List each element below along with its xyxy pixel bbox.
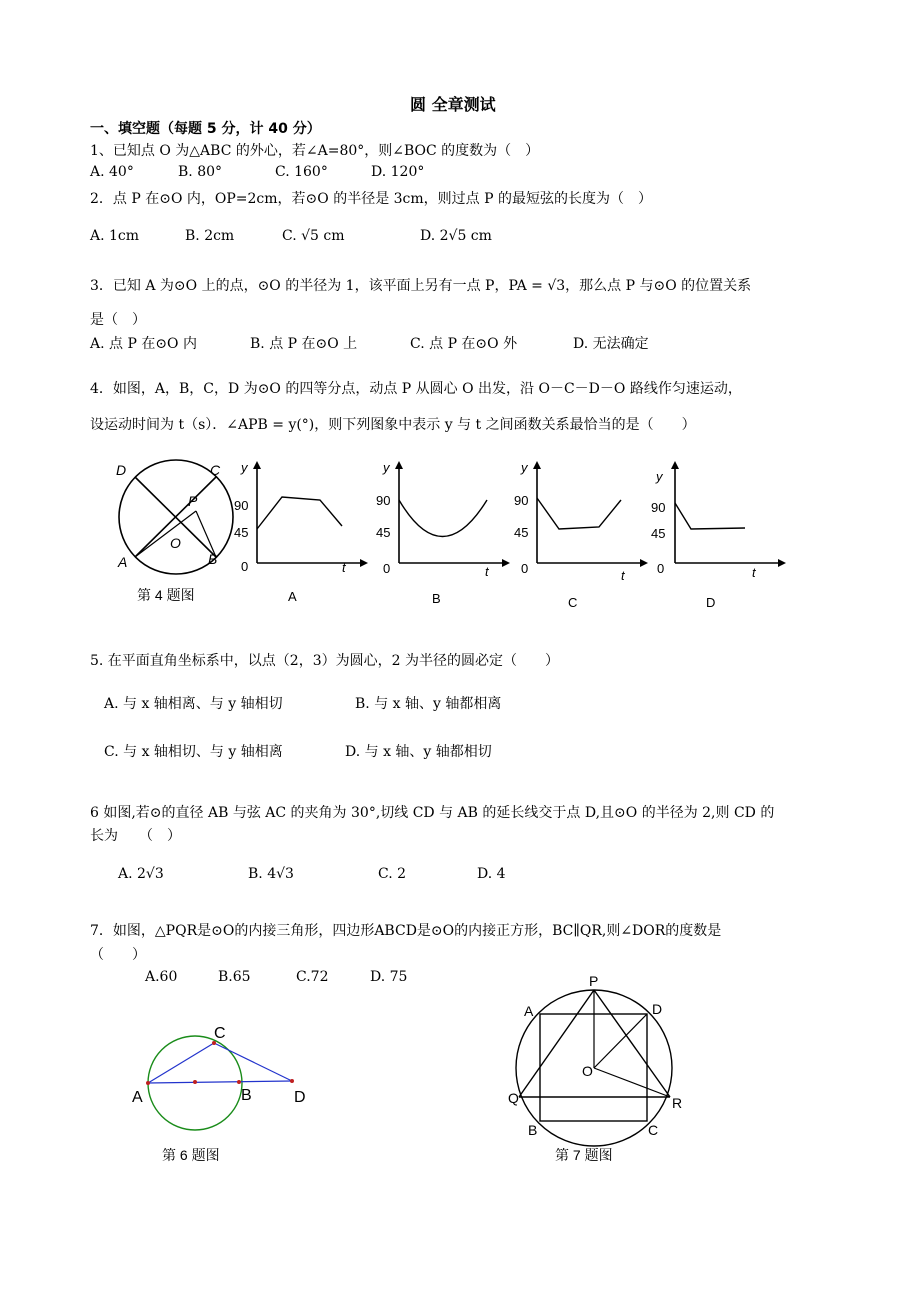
q4-segment-pa [135, 511, 196, 557]
q6-label-b: B [241, 1087, 252, 1104]
tick-45: 45 [651, 526, 666, 541]
q7-label-d: D [652, 1001, 663, 1017]
graph-c-label: C [568, 595, 578, 610]
q6-label-d: D [294, 1089, 306, 1106]
graph-line [399, 500, 487, 537]
origin-label: 0 [657, 561, 665, 576]
q5-option-c: C. 与 x 轴相切、与 y 轴相离 [104, 744, 283, 760]
q6-figure [120, 1020, 320, 1170]
x-axis-arrow [640, 559, 648, 567]
tick-90: 90 [376, 493, 391, 508]
q7-label-b: B [528, 1122, 538, 1138]
q6-point-b [237, 1080, 241, 1084]
q2-option-d: D. 2√5 cm [420, 228, 492, 244]
q6-tangent-cd [214, 1043, 292, 1081]
y-axis-arrow [395, 461, 403, 469]
y-label: y [656, 469, 663, 484]
y-label: y [521, 460, 528, 475]
q4-label-b: B [208, 551, 218, 567]
q6-label-c: C [214, 1025, 226, 1042]
q5-option-b: B. 与 x 轴、y 轴都相离 [355, 696, 502, 712]
tick-45: 45 [376, 525, 391, 540]
q4-circle-figure [116, 460, 233, 574]
tick-45: 45 [514, 525, 529, 540]
q6-point-d [290, 1079, 294, 1083]
q7-figure [500, 970, 700, 1170]
t-label: t [485, 564, 489, 579]
tick-45: 45 [234, 525, 249, 540]
q6-stem-line2: 长为 （ ） [90, 828, 181, 844]
q7-label-q: Q [508, 1090, 519, 1106]
q2-option-a: A. 1cm [90, 228, 140, 244]
q3-option-b: B. 点 P 在⊙O 上 [250, 336, 358, 352]
graph-a-label: A [288, 589, 297, 604]
q4-graph-a [234, 460, 368, 604]
q4-stem-line1: 4．如图，A，B，C，D 为⊙O 的四等分点，动点 P 从圆心 O 出发，沿 O－C－D－O 路线作匀速运动， [90, 381, 742, 397]
q1-option-b: B. 80° [178, 164, 223, 180]
t-label: t [621, 568, 625, 583]
q7-option-d: D. 75 [370, 969, 408, 985]
y-axis-arrow [671, 461, 679, 469]
q7-label-a: A [524, 1003, 534, 1019]
graph-d-label: D [706, 595, 716, 610]
q5-stem: 5. 在平面直角坐标系中，以点（2，3）为圆心，2 为半径的圆必定（ ） [90, 653, 559, 669]
q6-figure-caption: 第 6 题图 [162, 1147, 220, 1163]
q6-line-ad [148, 1081, 292, 1083]
q7-label-o: O [582, 1063, 593, 1079]
q4-graph-c [514, 460, 648, 610]
q7-stem-line1: 7．如图，△PQR是⊙O的内接三角形，四边形ABCD是⊙O的内接正方形，BC∥QR,则∠DOR的度数是 [90, 923, 722, 939]
q4-stem-line2: 设运动时间为 t（s）．∠APB = y(°)，则下列图象中表示 y 与 t 之间函数关系最恰当的是（ ） [90, 417, 696, 433]
q2-option-b: B. 2cm [185, 228, 235, 244]
y-axis-arrow [253, 461, 261, 469]
q3-option-a: A. 点 P 在⊙O 内 [90, 336, 197, 352]
y-label: y [241, 460, 248, 475]
q4-label-p: P [188, 493, 198, 509]
q3-stem-line2: 是（ ） [90, 312, 146, 328]
q1-option-d: D. 120° [371, 164, 425, 180]
q2-option-c: C. √5 cm [282, 228, 345, 244]
q4-label-c: C [210, 462, 221, 478]
q6-option-d: D. 4 [477, 866, 506, 882]
q2-stem: 2．点 P 在⊙O 内，OP=2cm，若⊙O 的半径是 3cm，则过点 P 的最短弦的长度为（ ） [90, 191, 652, 207]
q6-stem-line1: 6 如图,若⊙的直径 AB 与弦 AC 的夹角为 30°,切线 CD 与 AB 的延长线交于点 D,且⊙O 的半径为 2,则 CD 的 [90, 805, 775, 821]
graph-line [675, 503, 745, 529]
q3-option-c: C. 点 P 在⊙O 外 [410, 336, 518, 352]
q6-chord-ac [148, 1043, 214, 1083]
origin-label: 0 [241, 559, 249, 574]
page-title: 圆 全章测试 [410, 95, 496, 114]
t-label: t [342, 560, 346, 575]
q7-label-p: P [589, 973, 599, 989]
y-axis-arrow [533, 461, 541, 469]
q6-label-a: A [132, 1089, 143, 1106]
q7-stem-line2: （ ） [90, 947, 146, 963]
q7-label-r: R [672, 1095, 683, 1111]
y-label: y [383, 460, 390, 475]
q6-option-b: B. 4√3 [248, 866, 294, 882]
q6-point-o [193, 1080, 197, 1084]
x-axis-arrow [502, 559, 510, 567]
tick-90: 90 [234, 498, 249, 513]
q7-option-a: A.60 [145, 969, 178, 985]
q6-option-c: C. 2 [378, 866, 407, 882]
x-axis-arrow [360, 559, 368, 567]
q4-label-d: D [116, 462, 127, 478]
q4-graph-b [376, 460, 510, 606]
q7-label-c: C [648, 1122, 659, 1138]
x-axis-arrow [778, 559, 786, 567]
q7-segment-or [594, 1068, 670, 1097]
tick-90: 90 [514, 493, 529, 508]
origin-label: 0 [383, 561, 391, 576]
section-heading: 一、填空题（每题 5 分，计 40 分） [90, 121, 321, 137]
tick-90: 90 [651, 500, 666, 515]
q4-label-o: O [170, 535, 181, 551]
q7-segment-od [594, 1014, 647, 1068]
q1-stem: 1、已知点 O 为△ABC 的外心，若∠A=80°，则∠BOC 的度数为（ ） [90, 143, 540, 159]
q6-point-a [146, 1081, 150, 1085]
q3-option-d: D. 无法确定 [573, 336, 649, 352]
graph-line [537, 498, 621, 529]
q7-figure-caption: 第 7 题图 [555, 1147, 613, 1163]
q5-option-a: A. 与 x 轴相离、与 y 轴相切 [104, 696, 283, 712]
q7-option-b: B.65 [218, 969, 251, 985]
t-label: t [752, 565, 756, 580]
q4-label-a: A [118, 554, 128, 570]
q1-option-a: A. 40° [90, 164, 134, 180]
q6-option-a: A. 2√3 [118, 866, 164, 882]
q3-stem-line1: 3．已知 A 为⊙O 上的点，⊙O 的半径为 1，该平面上另有一点 P，PA = √3，那么点 P 与⊙O 的位置关系 [90, 278, 752, 294]
q1-option-c: C. 160° [275, 164, 328, 180]
graph-line [257, 497, 342, 529]
graph-b-label: B [432, 591, 441, 606]
origin-label: 0 [521, 561, 529, 576]
q7-option-c: C.72 [296, 969, 329, 985]
q4-graph-d [651, 461, 786, 610]
q5-option-d: D. 与 x 轴、y 轴都相切 [345, 744, 492, 760]
q4-figure-caption: 第 4 题图 [137, 587, 195, 603]
q4-figures [100, 455, 800, 620]
